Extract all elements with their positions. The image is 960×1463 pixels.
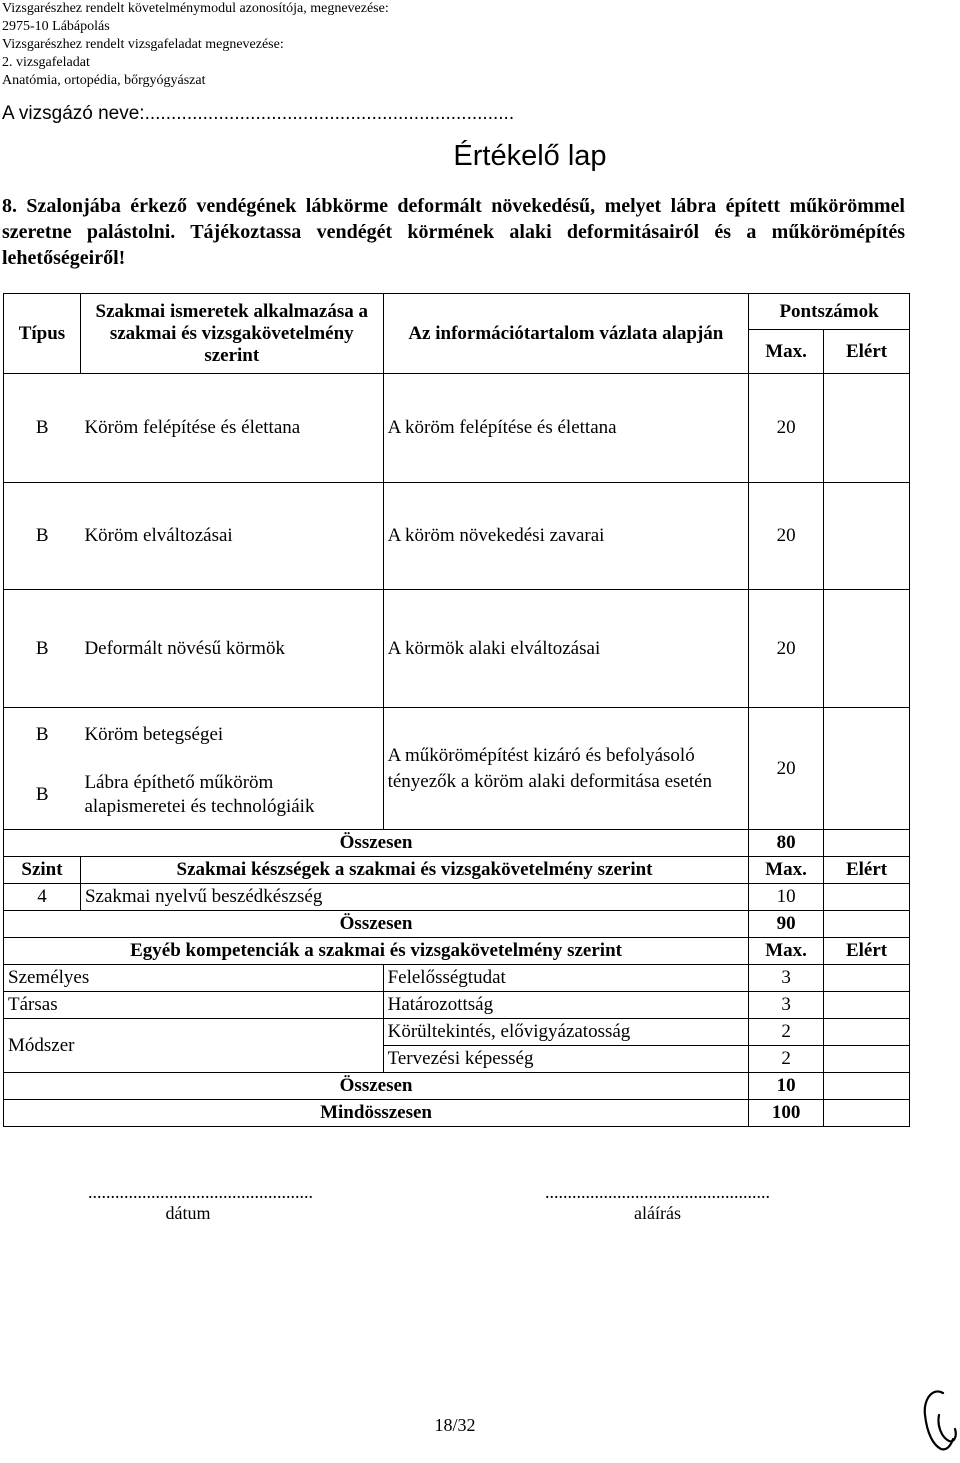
table-row: [4, 965, 910, 992]
row-topic: Lábra építhető műköröm alapismeretei és technológiáik: [80, 762, 383, 830]
competency-max: 3: [749, 992, 824, 1019]
competency-item: Tervezési képesség: [383, 1046, 749, 1073]
table-row: [4, 1019, 910, 1046]
signature-label: aláírás: [634, 1203, 681, 1223]
table-row: [4, 708, 910, 762]
signature-dots: ..................................................: [545, 1182, 770, 1202]
grand-total-row: [4, 1100, 910, 1127]
date-field: [88, 1182, 313, 1224]
skills-header: Szakmai készségek a szakmai és vizsgakövetelmény szerint: [80, 857, 748, 884]
date-dots: ..................................................: [88, 1182, 313, 1202]
col-header-points: Pontszámok: [749, 294, 910, 330]
row-topic: Deformált növésű körmök: [80, 590, 383, 708]
row-content: A köröm felépítése és élettana: [383, 374, 749, 483]
total-row: [4, 830, 910, 857]
examinee-name-field: A vizsgázó neve:......................................................................: [2, 103, 515, 124]
row-type: B: [4, 590, 81, 708]
total-achieved[interactable]: [824, 830, 910, 857]
total-row: [4, 1073, 910, 1100]
skill-achieved[interactable]: [824, 884, 910, 911]
competency-category: Társas: [4, 992, 384, 1019]
total-achieved[interactable]: [824, 1073, 910, 1100]
row-content: A műkörömépítést kizáró és befolyásoló tényezők a köröm alaki deformitása esetén: [383, 708, 749, 830]
row-topic: Köröm elváltozásai: [80, 483, 383, 590]
grand-total-label: Mindösszesen: [4, 1100, 749, 1127]
task-number: 8.: [2, 195, 17, 217]
row-max: 20: [749, 374, 824, 483]
table-row: [4, 590, 910, 708]
table-row: [4, 992, 910, 1019]
row-type: B: [4, 762, 81, 830]
competency-category: Személyes: [4, 965, 384, 992]
row-achieved[interactable]: [824, 374, 910, 483]
header-line: Vizsgarészhez rendelt vizsgafeladat megnevezése:: [2, 37, 284, 52]
task-description: [2, 193, 905, 271]
evaluation-table: [3, 293, 910, 1127]
col-header-max: Max.: [749, 857, 824, 884]
competency-item: Felelősségtudat: [383, 965, 749, 992]
competencies-header: Egyéb kompetenciák a szakmai és vizsgakövetelmény szerint: [4, 938, 749, 965]
skill-label: Szakmai nyelvű beszédkészség: [80, 884, 748, 911]
row-max: 20: [749, 708, 824, 830]
competency-max: 2: [749, 1046, 824, 1073]
col-header-max: Max.: [749, 938, 824, 965]
header-line: 2975-10 Lábápolás: [2, 19, 110, 34]
competency-achieved[interactable]: [824, 1019, 910, 1046]
task-text: Szalonjába érkező vendégének lábkörme deformált növekedésű, melyet lábra épített műkörömmel szeretne palástolni. Tájékoztassa vendégét körmének alaki deformitásairól és a műkörömépítés lehetőségeiről!: [2, 195, 905, 269]
competencies-header-row: [4, 938, 910, 965]
col-header-type: Típus: [4, 294, 81, 374]
total-row: [4, 911, 910, 938]
header-line: Vizsgarészhez rendelt követelménymodul azonosítója, megnevezése:: [2, 1, 389, 16]
row-type: B: [4, 374, 81, 483]
total-value: 90: [749, 911, 824, 938]
col-header-achieved: Elért: [824, 938, 910, 965]
total-label: Összesen: [4, 830, 749, 857]
row-content: A körmök alaki elváltozásai: [383, 590, 749, 708]
col-header-level: Szint: [4, 857, 81, 884]
col-header-knowledge: Szakmai ismeretek alkalmazása a szakmai és vizsgakövetelmény szerint: [80, 294, 383, 374]
grand-total-achieved[interactable]: [824, 1100, 910, 1127]
document-header: [2, 0, 389, 90]
signature-field: [525, 1182, 790, 1224]
date-label: dátum: [165, 1203, 211, 1223]
col-header-achieved: Elért: [824, 330, 910, 374]
skills-header-row: [4, 857, 910, 884]
total-value: 80: [749, 830, 824, 857]
competency-category: Módszer: [4, 1019, 384, 1073]
row-achieved[interactable]: [824, 483, 910, 590]
competency-max: 2: [749, 1019, 824, 1046]
row-achieved[interactable]: [824, 708, 910, 830]
header-line: 2. vizsgafeladat: [2, 55, 90, 70]
row-topic: Köröm betegségei: [80, 708, 383, 762]
competency-achieved[interactable]: [824, 965, 910, 992]
skill-level: 4: [4, 884, 81, 911]
competency-achieved[interactable]: [824, 992, 910, 1019]
table-row: [4, 884, 910, 911]
handwritten-signature-icon: [915, 1385, 960, 1455]
row-type: B: [4, 483, 81, 590]
competency-item: Határozottság: [383, 992, 749, 1019]
row-achieved[interactable]: [824, 590, 910, 708]
col-header-max: Max.: [749, 330, 824, 374]
competency-item: Körültekintés, elővigyázatosság: [383, 1019, 749, 1046]
header-line: Anatómia, ortopédia, bőrgyógyászat: [2, 73, 206, 88]
row-max: 20: [749, 483, 824, 590]
page-number: 18/32: [434, 1415, 476, 1435]
total-achieved[interactable]: [824, 911, 910, 938]
skill-max: 10: [749, 884, 824, 911]
col-header-content: Az információtartalom vázlata alapján: [383, 294, 749, 374]
total-label: Összesen: [4, 1073, 749, 1100]
grand-total-value: 100: [749, 1100, 824, 1127]
table-row: [4, 483, 910, 590]
col-header-achieved: Elért: [824, 857, 910, 884]
page-title: Értékelő lap: [453, 140, 607, 172]
competency-max: 3: [749, 965, 824, 992]
total-value: 10: [749, 1073, 824, 1100]
row-max: 20: [749, 590, 824, 708]
total-label: Összesen: [4, 911, 749, 938]
table-row: [4, 374, 910, 483]
row-type: B: [4, 708, 81, 762]
row-topic: Köröm felépítése és élettana: [80, 374, 383, 483]
row-content: A köröm növekedési zavarai: [383, 483, 749, 590]
competency-achieved[interactable]: [824, 1046, 910, 1073]
